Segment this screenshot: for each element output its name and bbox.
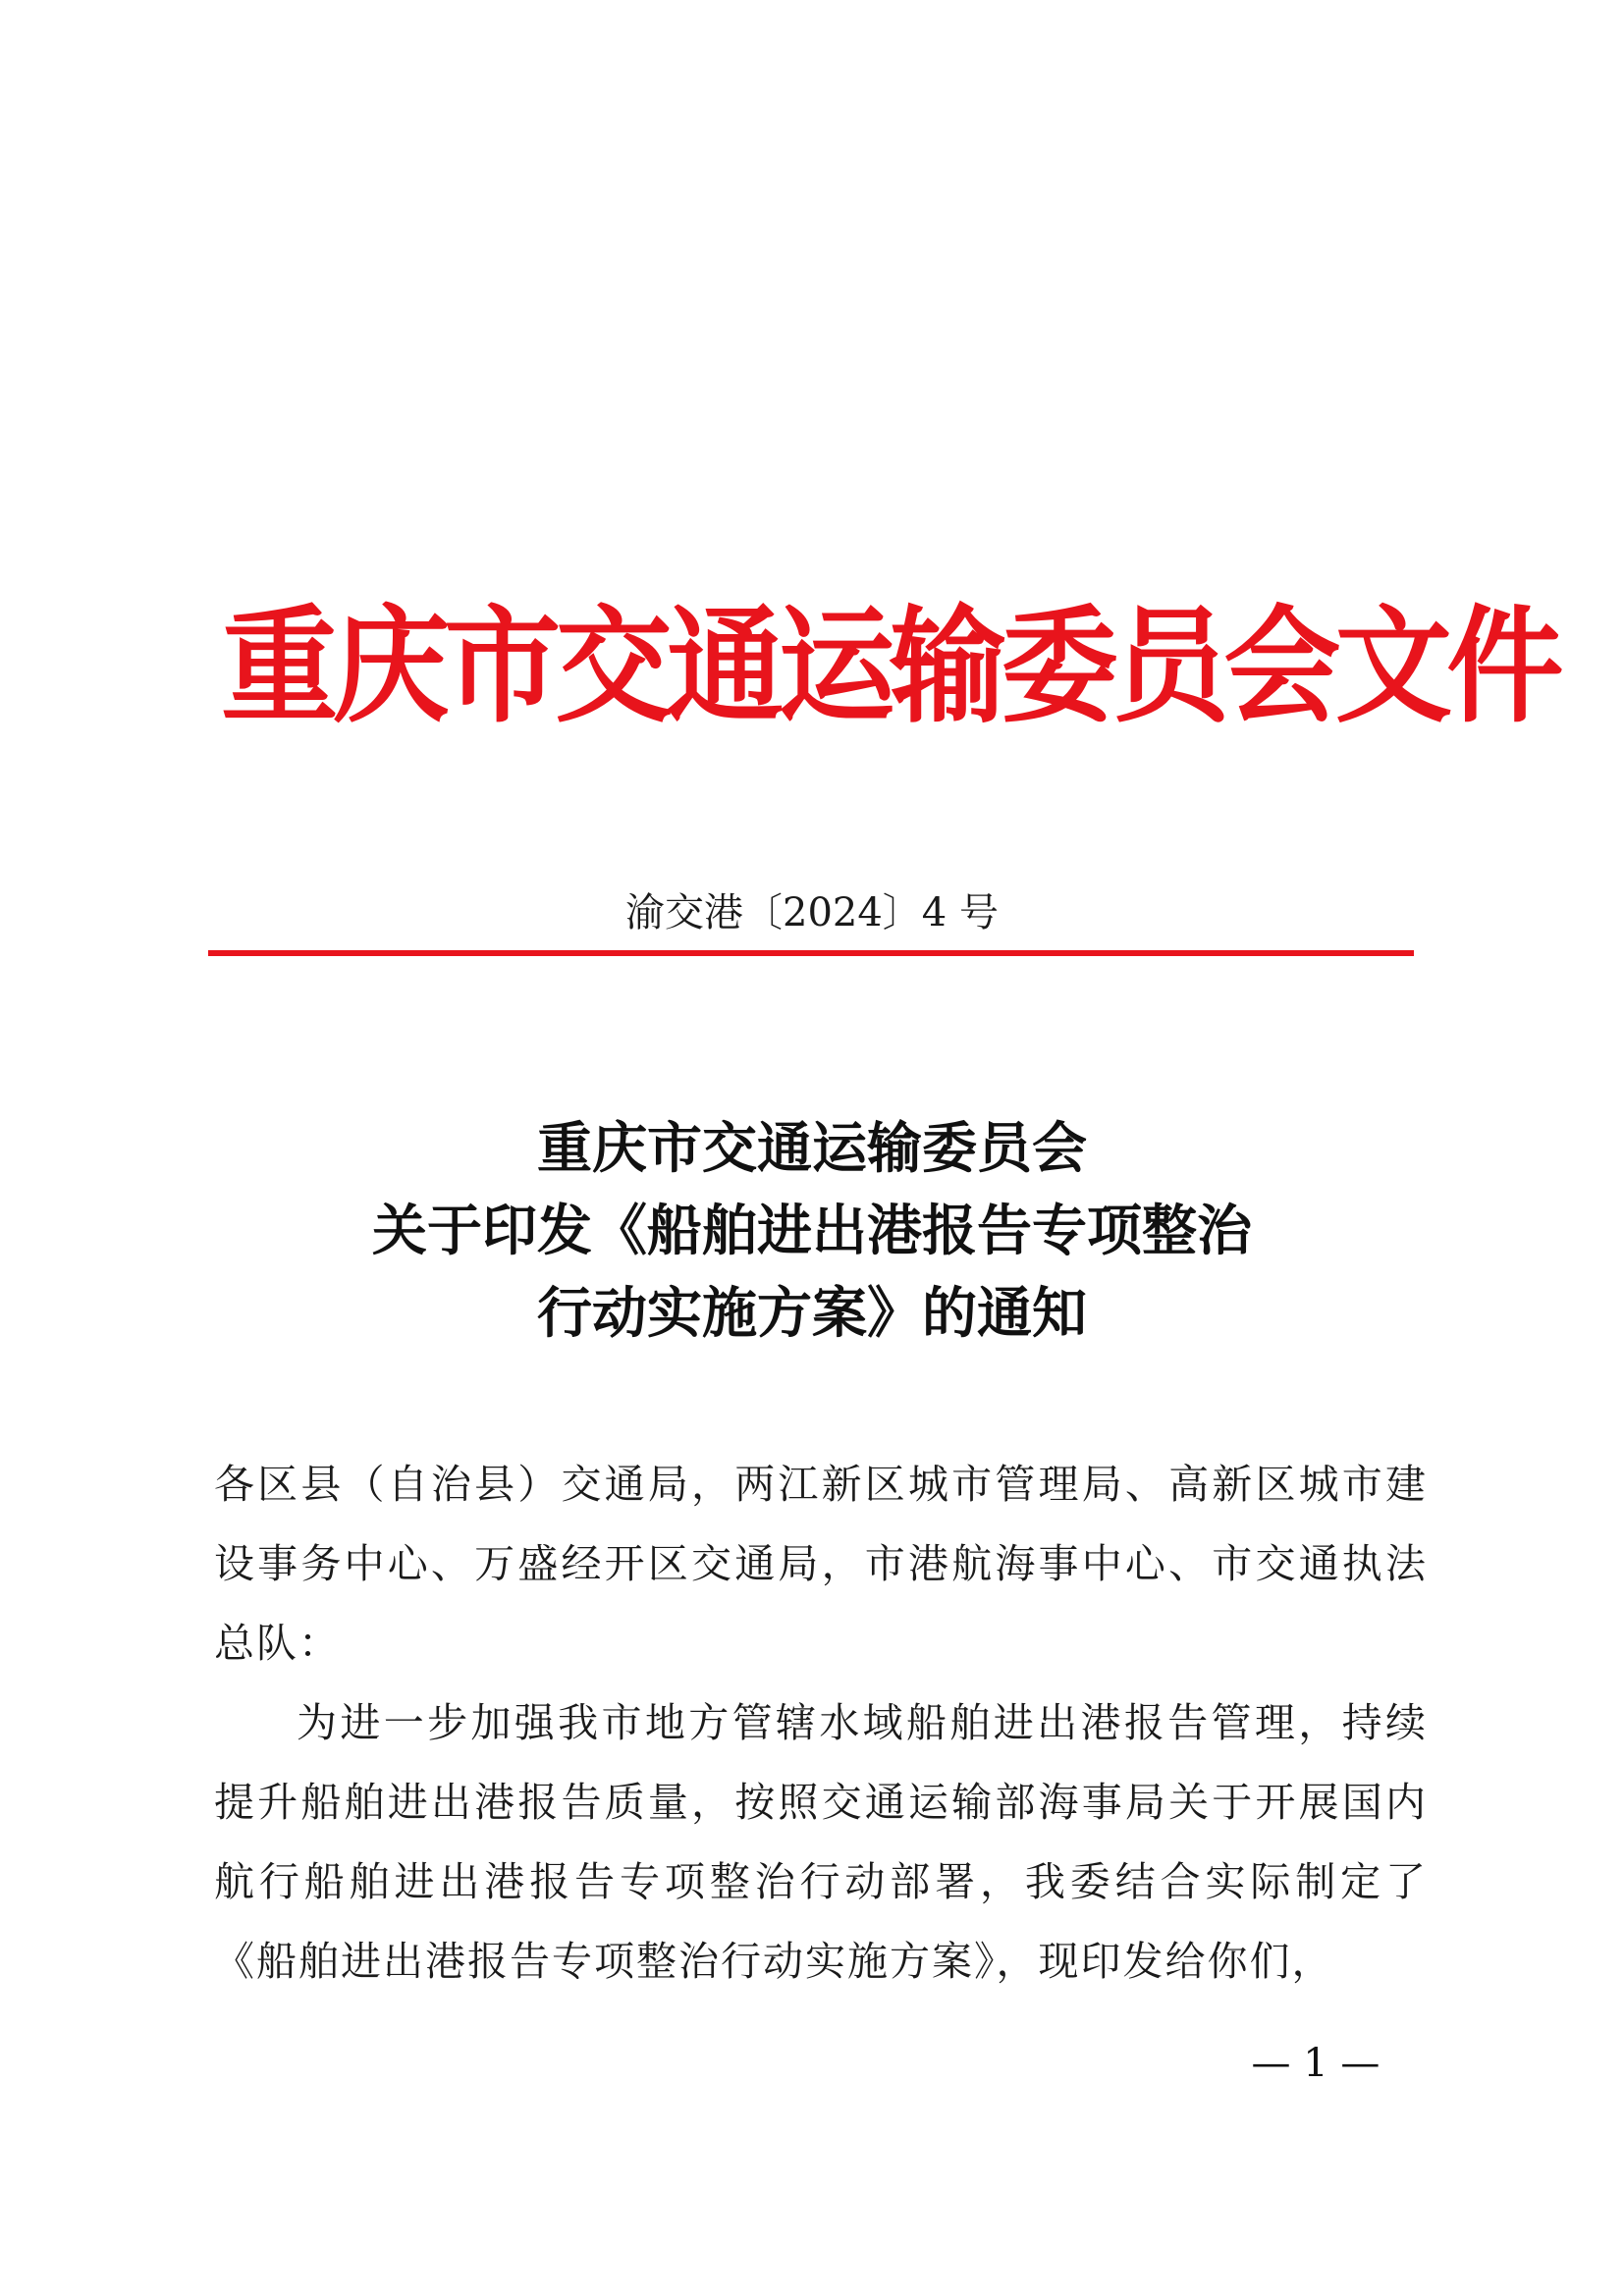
notice-title-line-2: 关于印发《船舶进出港报告专项整治 xyxy=(372,1199,1252,1263)
page-number: — 1 — xyxy=(1251,2041,1380,2086)
red-divider-line xyxy=(208,950,1414,956)
document-body xyxy=(214,1445,1428,2002)
document-number: 渝交港〔2024〕4 号 xyxy=(625,890,999,935)
addressees-paragraph: 各区县（自治县）交通局，两江新区城市管理局、高新区城市建设事务中心、万盛经开区交通局，市港航海事中心、市交通执法总队： xyxy=(214,1461,1428,1667)
body-paragraph-1: 为进一步加强我市地方管辖水域船舶进出港报告管理，持续提升船舶进出港报告质量，按照交通运输部海事局关于开展国内航行船舶进出港报告专项整治行动部署，我委结合实际制定了《船舶进出港报告专项整治行动实施方案》，现印发给你们， xyxy=(214,1699,1428,1985)
notice-title xyxy=(196,1107,1428,1355)
notice-title-line-1: 重庆市交通运输委员会 xyxy=(537,1116,1087,1181)
notice-title-line-3: 行动实施方案》的通知 xyxy=(537,1281,1087,1346)
masthead-title: 重庆市交通运输委员会文件 xyxy=(221,594,1558,740)
